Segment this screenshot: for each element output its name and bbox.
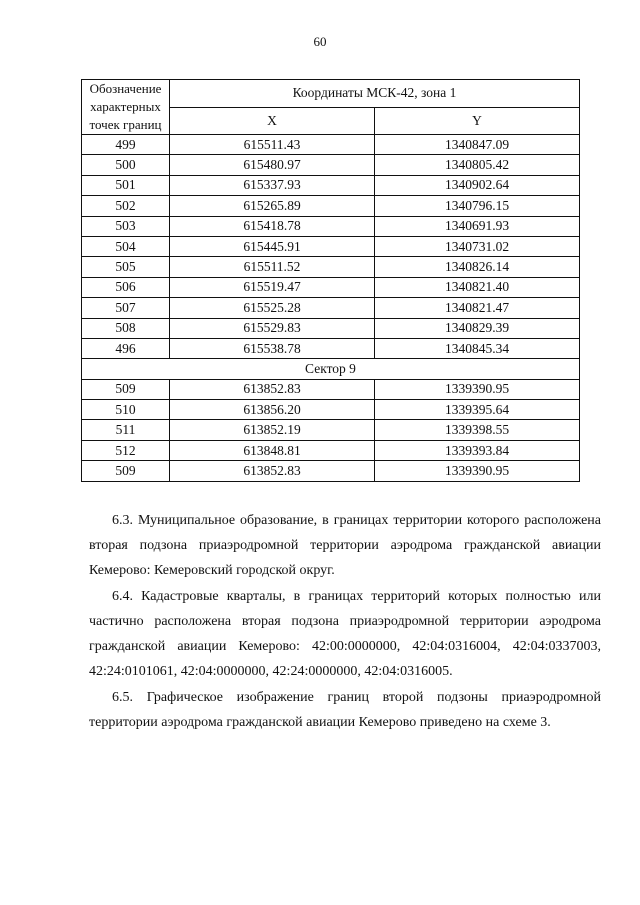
y-cell: 1340691.93 bbox=[375, 216, 580, 236]
table-row bbox=[82, 318, 580, 338]
table-row bbox=[82, 196, 580, 216]
x-cell: 615519.47 bbox=[170, 277, 375, 297]
point-cell: 512 bbox=[82, 440, 170, 460]
table-row bbox=[82, 461, 580, 481]
point-cell: 507 bbox=[82, 298, 170, 318]
sector-row bbox=[82, 359, 580, 379]
y-cell: 1340847.09 bbox=[375, 135, 580, 155]
paragraph-6-4-text: 6.4. Кадастровые кварталы, в границах территорий которых полностью или частично расположена вторая подзона приаэродромной территории аэродрома гражданской авиации Кемерово: 42:00:0000000, 42:04:0316004, 42:04:0337003, 42:24:0101061, 42:04:0000000, 42:24:0000000, 42:04:0316005. bbox=[89, 589, 601, 679]
paragraph-6-5-text: 6.5. Графическое изображение границ второй подзоны приаэродромной территории аэродрома гражданской авиации Кемерово приведено на схеме 3. bbox=[89, 690, 601, 730]
point-cell: 501 bbox=[82, 175, 170, 195]
table-row bbox=[82, 420, 580, 440]
y-cell: 1339390.95 bbox=[375, 461, 580, 481]
table-row bbox=[82, 298, 580, 318]
coordinates-table bbox=[81, 79, 580, 482]
y-cell: 1340821.47 bbox=[375, 298, 580, 318]
y-cell: 1340902.64 bbox=[375, 175, 580, 195]
table-row bbox=[82, 379, 580, 399]
x-cell: 615265.89 bbox=[170, 196, 375, 216]
y-cell: 1340731.02 bbox=[375, 236, 580, 256]
x-cell: 615525.28 bbox=[170, 298, 375, 318]
x-cell: 613856.20 bbox=[170, 400, 375, 420]
x-cell: 615511.43 bbox=[170, 135, 375, 155]
y-cell: 1340821.40 bbox=[375, 277, 580, 297]
x-cell: 615529.83 bbox=[170, 318, 375, 338]
paragraph-6-3-text: 6.3. Муниципальное образование, в границах территории которого расположена вторая подзона приаэродромной территории аэродрома гражданской авиации Кемерово: Кемеровский городской округ. bbox=[89, 513, 601, 578]
point-cell: 503 bbox=[82, 216, 170, 236]
paragraph-6-3 bbox=[89, 508, 601, 583]
table-row bbox=[82, 236, 580, 256]
x-cell: 613852.83 bbox=[170, 461, 375, 481]
x-cell: 615480.97 bbox=[170, 155, 375, 175]
y-cell: 1340826.14 bbox=[375, 257, 580, 277]
y-cell: 1340845.34 bbox=[375, 338, 580, 358]
y-cell: 1340829.39 bbox=[375, 318, 580, 338]
point-cell: 499 bbox=[82, 135, 170, 155]
point-cell: 500 bbox=[82, 155, 170, 175]
point-cell: 508 bbox=[82, 318, 170, 338]
point-cell: 506 bbox=[82, 277, 170, 297]
y-cell: 1339393.84 bbox=[375, 440, 580, 460]
x-cell: 615418.78 bbox=[170, 216, 375, 236]
x-column-header: X bbox=[170, 107, 375, 135]
x-cell: 613852.19 bbox=[170, 420, 375, 440]
x-cell: 613852.83 bbox=[170, 379, 375, 399]
x-cell: 615445.91 bbox=[170, 236, 375, 256]
table-row bbox=[82, 135, 580, 155]
point-cell: 504 bbox=[82, 236, 170, 256]
sector-label: Сектор 9 bbox=[82, 359, 580, 379]
table-row bbox=[82, 257, 580, 277]
table-row bbox=[82, 216, 580, 236]
table-row bbox=[82, 155, 580, 175]
point-cell: 502 bbox=[82, 196, 170, 216]
point-cell: 509 bbox=[82, 379, 170, 399]
page-number: 60 bbox=[313, 34, 327, 49]
point-cell: 510 bbox=[82, 400, 170, 420]
point-cell: 496 bbox=[82, 338, 170, 358]
point-cell: 511 bbox=[82, 420, 170, 440]
table-row bbox=[82, 277, 580, 297]
y-cell: 1339395.64 bbox=[375, 400, 580, 420]
paragraph-6-4 bbox=[89, 584, 601, 684]
point-label-header: Обозначение характерных точек границ bbox=[82, 80, 170, 135]
x-cell: 615337.93 bbox=[170, 175, 375, 195]
paragraph-6-5 bbox=[89, 685, 601, 735]
point-cell: 505 bbox=[82, 257, 170, 277]
y-cell: 1339398.55 bbox=[375, 420, 580, 440]
y-cell: 1340796.15 bbox=[375, 196, 580, 216]
table-row bbox=[82, 440, 580, 460]
y-cell: 1340805.42 bbox=[375, 155, 580, 175]
y-column-header: Y bbox=[375, 107, 580, 135]
table-body-sector-9 bbox=[82, 379, 580, 481]
table-body-sector-a bbox=[82, 135, 580, 359]
table-row bbox=[82, 338, 580, 358]
x-cell: 613848.81 bbox=[170, 440, 375, 460]
table-row bbox=[82, 175, 580, 195]
x-cell: 615511.52 bbox=[170, 257, 375, 277]
coordinates-header: Координаты МСК-42, зона 1 bbox=[170, 80, 580, 108]
y-cell: 1339390.95 bbox=[375, 379, 580, 399]
point-cell: 509 bbox=[82, 461, 170, 481]
x-cell: 615538.78 bbox=[170, 338, 375, 358]
table-row bbox=[82, 400, 580, 420]
